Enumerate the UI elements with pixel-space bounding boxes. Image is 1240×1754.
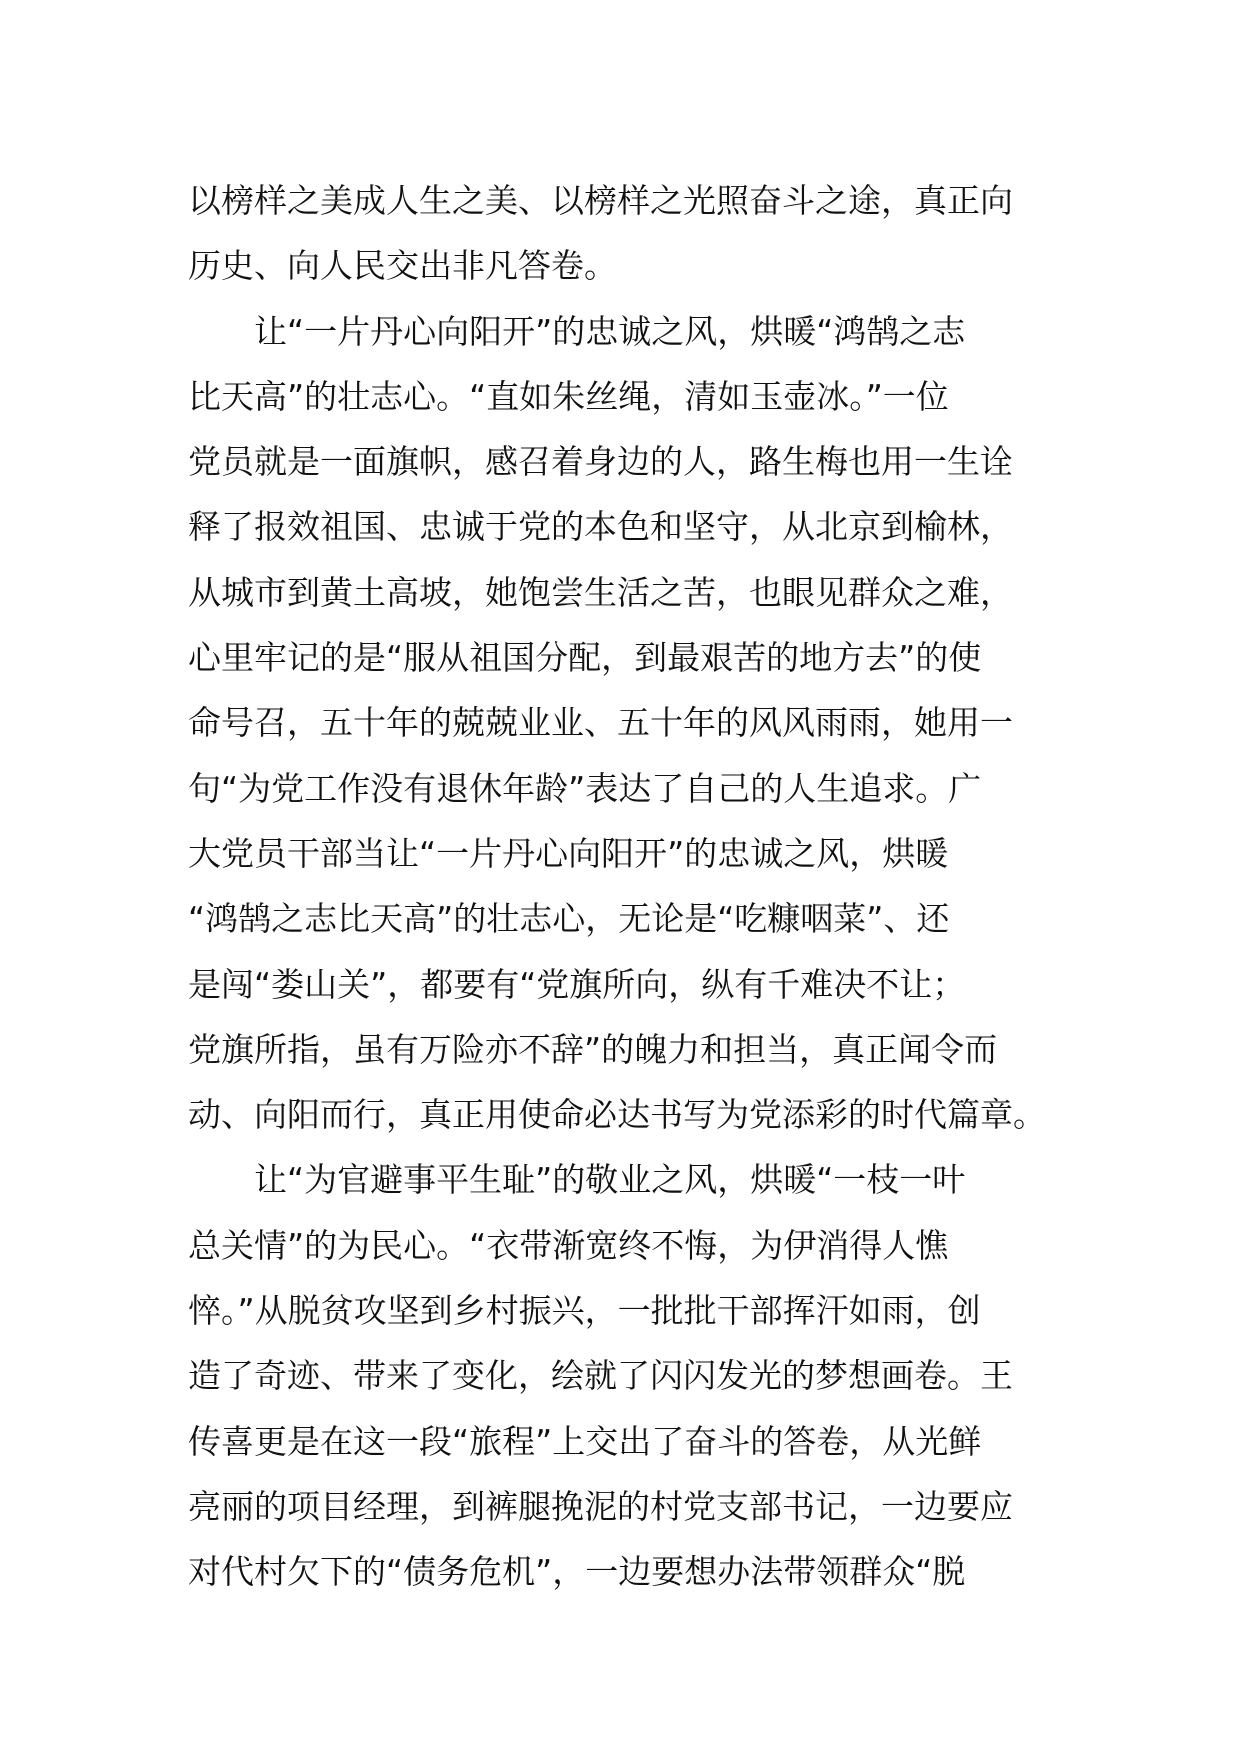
text-line: 大党员干部当让“一片丹心向阳开”的忠诚之风，烘暖	[188, 833, 949, 873]
text-line: 造了奇迹、带来了变化，绘就了闪闪发光的梦想画卷。王	[188, 1356, 1013, 1396]
text-line: 比天高”的壮志心。“直如朱丝绳，清如玉壶冰。”一位	[188, 376, 949, 416]
text-line: 命号召，五十年的兢兢业业、五十年的风风雨雨，她用一	[188, 703, 1013, 743]
text-line: “鸿鹄之志比天高”的壮志心，无论是“吃糠咽菜”、还	[188, 899, 950, 939]
body-text	[188, 168, 1068, 1605]
text-line: 亮丽的项目经理，到裤腿挽泥的村党支部书记，一边要应	[188, 1486, 1013, 1526]
text-line: 以榜样之美成人生之美、以榜样之光照奋斗之途，真正向	[188, 181, 1013, 220]
text-line: 动、向阳而行，真正用使命必达书写为党添彩的时代篇章。	[188, 1095, 1046, 1135]
text-line: 传喜更是在这一段“旅程”上交出了奋斗的答卷，从光鲜	[188, 1421, 982, 1461]
text-line: 总关情”的为民心。“衣带渐宽终不悔，为伊消得人憔	[188, 1225, 949, 1265]
text-line: 党员就是一面旗帜，感召着身边的人，路生梅也用一生诠	[188, 442, 1013, 482]
paragraph-start-line: 让“一片丹心向阳开”的忠诚之风，烘暖“鸿鹄之志	[254, 311, 966, 351]
text-line: 从城市到黄土高坡，她饱尝生活之苦，也眼见群众之难，	[188, 572, 1013, 612]
text-line: 对代村欠下的“债务危机”，一边要想办法带领群众“脱	[188, 1552, 966, 1592]
text-line: 句“为党工作没有退休年龄”表达了自己的人生追求。广	[188, 768, 982, 808]
text-line: 是闯“娄山关”，都要有“党旗所向，纵有千难决不让；	[188, 964, 966, 1004]
text-line: 历史、向人民交出非凡答卷。	[188, 246, 617, 286]
paragraph-start-line: 让“为官避事平生耻”的敬业之风，烘暖“一枝一叶	[254, 1160, 966, 1200]
text-line: 心里牢记的是“服从祖国分配，到最艰苦的地方去”的使	[188, 638, 982, 678]
text-line: 党旗所指，虽有万险亦不辞”的魄力和担当，真正闻令而	[188, 1029, 998, 1069]
text-line: 悴。”从脱贫攻坚到乡村振兴，一批批干部挥汗如雨，创	[188, 1291, 981, 1331]
text-line: 释了报效祖国、忠诚于党的本色和坚守，从北京到榆林，	[188, 507, 1013, 547]
